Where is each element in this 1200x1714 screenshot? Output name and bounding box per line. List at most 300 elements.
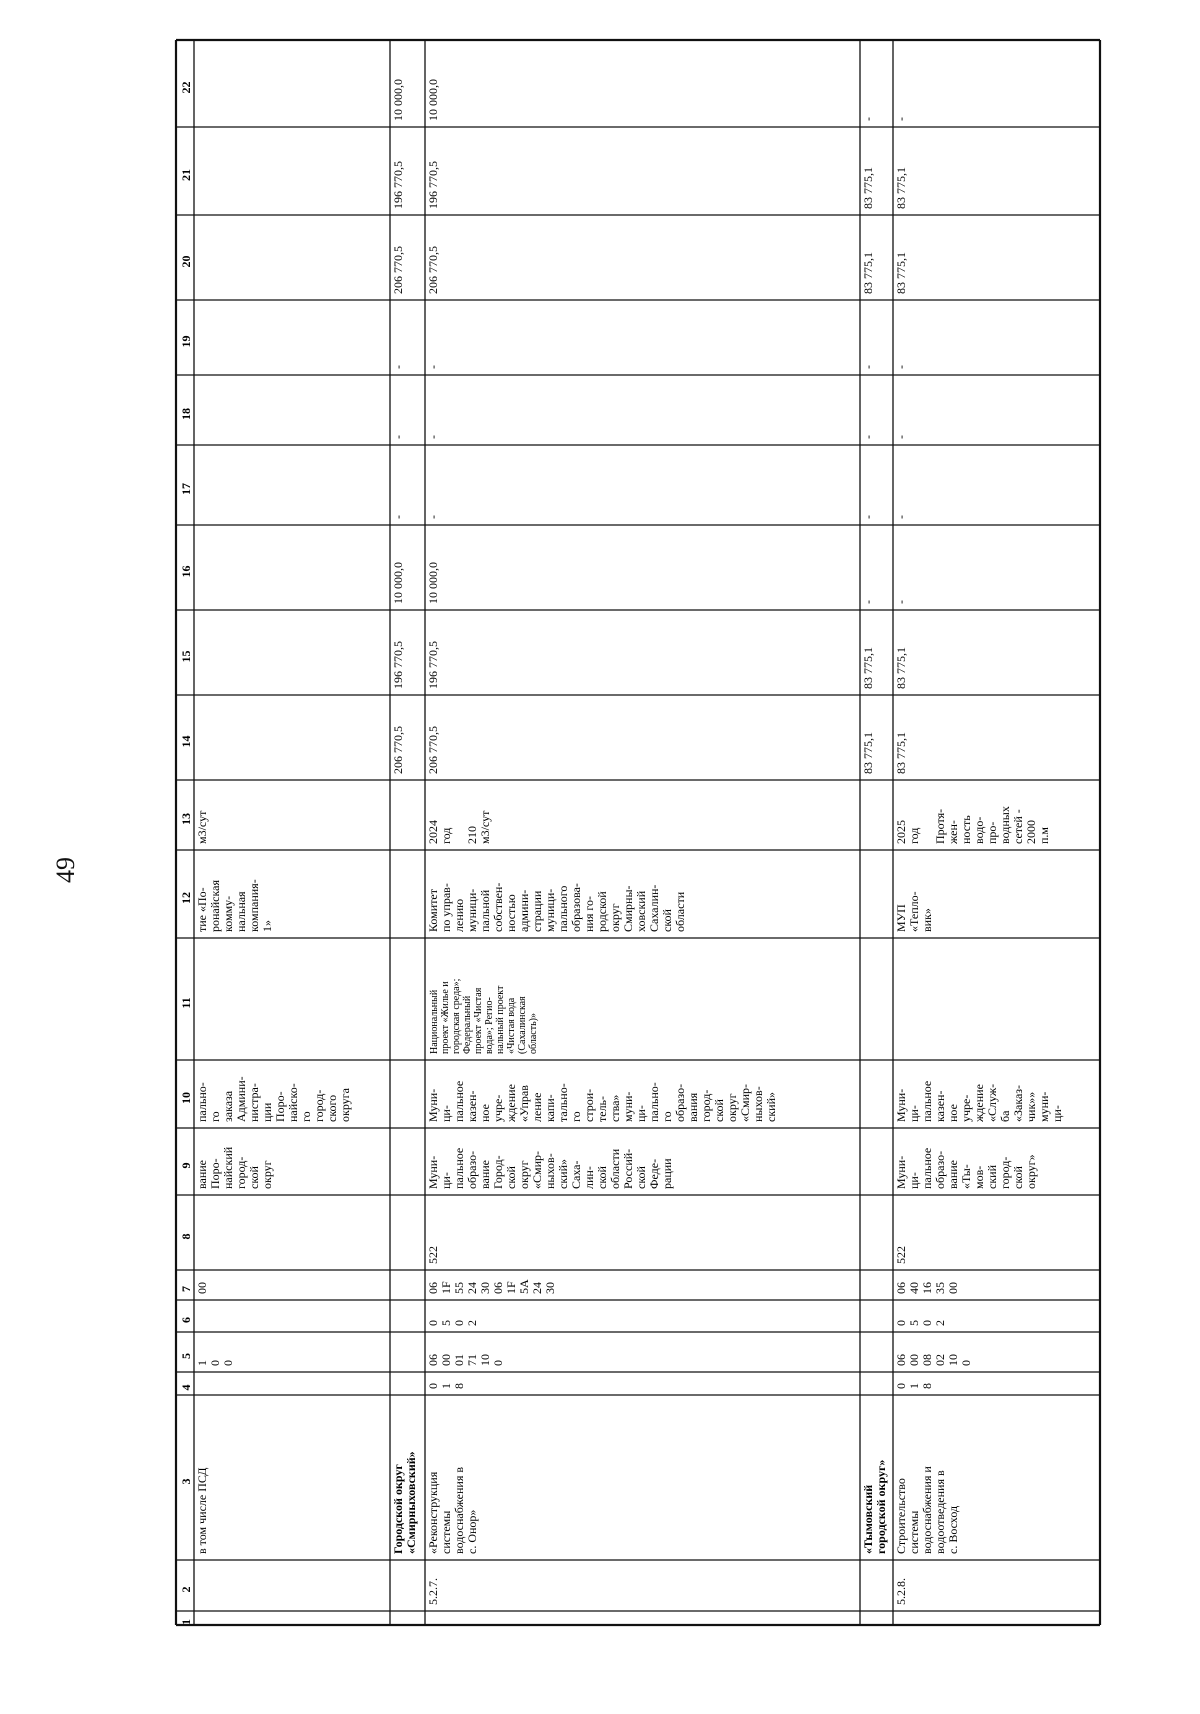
cell-5.2.7-c18 (426, 435, 440, 439)
cell-5.2.7-c12-line: админи- (517, 889, 531, 932)
cell-tymovsk-total-c18 (861, 435, 875, 439)
cell-psd-c12-line: компания- (247, 879, 261, 932)
cell-psd-c5 (195, 1360, 235, 1366)
cell-5.2.8-c9-line: пальное (920, 1147, 934, 1189)
cell-5.2.7-c12-line: собствен- (491, 882, 505, 932)
cell-psd-c10-line: пально- (195, 1082, 209, 1122)
cell-smirnykh-total-c3 (391, 1451, 418, 1554)
cell-psd-c10-line: Админи- (234, 1076, 248, 1122)
cell-tymovsk-total-c3-line: городской округ» (874, 1459, 888, 1554)
cell-5.2.8-c7-line: 16 (920, 1282, 934, 1294)
cell-5.2.7-c10-line: казен- (465, 1090, 479, 1122)
cell-5.2.7-c10 (426, 1081, 778, 1123)
cell-tymovsk-total-c19 (861, 365, 875, 369)
cell-5.2.8-c12 (894, 891, 934, 932)
cell-5.2.8-c2 (894, 1578, 908, 1605)
cell-5.2.8-c10-line: Муни- (894, 1088, 908, 1122)
cell-5.2.7-c9-line: Саха- (569, 1160, 583, 1189)
cell-5.2.7-c7-line: 1F (504, 1281, 518, 1294)
cell-5.2.7-c9-line: Город- (491, 1155, 505, 1189)
cell-5.2.7-c19 (426, 365, 440, 369)
cell-5.2.7-c17-line: - (426, 515, 440, 519)
cell-5.2.7-c10-line: ление (530, 1092, 544, 1122)
cell-5.2.7-c12-line: страции (530, 890, 544, 932)
cell-5.2.8-c6-line: 0 (894, 1320, 908, 1326)
column-header: 11 (179, 997, 193, 1009)
cell-psd-c12 (195, 879, 274, 932)
cell-psd-c10-line: ции (260, 1102, 274, 1122)
cell-psd-c3-line: в том числе ПСД (195, 1467, 209, 1554)
cell-5.2.8-c20 (894, 252, 908, 294)
cell-psd-c3 (195, 1468, 209, 1554)
cell-5.2.7-c6 (426, 1320, 479, 1326)
cell-5.2.7-c11-line: «Чистая вода (506, 997, 517, 1054)
cell-tymovsk-total-c14-line: 83 775,1 (861, 732, 875, 774)
cell-5.2.7-c17 (426, 515, 440, 519)
column-header: 21 (179, 169, 193, 181)
cell-psd-c9-line: ской (247, 1166, 261, 1189)
cell-5.2.7-c3-line: системы (439, 1510, 453, 1554)
cell-5.2.8-c5-line: 10 (946, 1354, 960, 1366)
cell-5.2.7-c5 (426, 1354, 505, 1366)
cell-5.2.7-c12-line: Комитет (426, 888, 440, 932)
cell-5.2.8-c21-line: 83 775,1 (894, 167, 908, 209)
column-header: 19 (179, 335, 193, 348)
cell-5.2.7-c9-line: ской (595, 1166, 609, 1189)
cell-5.2.7-c20 (426, 246, 440, 294)
cell-psd-c12-line: тие «По- (195, 887, 209, 932)
cell-5.2.7-c12-line: пальной (478, 889, 492, 932)
cell-5.2.7-c10-line: Муни- (426, 1088, 440, 1122)
cell-5.2.7-c4-line: 0 (426, 1383, 440, 1389)
cell-5.2.7-c12-line: ностью (504, 894, 518, 932)
cell-5.2.8-c10-line: ци- (1050, 1105, 1064, 1122)
cell-5.2.7-c7-line: 55 (452, 1282, 466, 1294)
cell-5.2.8-c16 (894, 600, 908, 604)
cell-5.2.7-c13-line: год (439, 827, 453, 844)
cell-5.2.8-c5-line: 02 (933, 1354, 947, 1366)
cell-5.2.7-c9-line: Феде- (647, 1158, 661, 1189)
cell-psd-c10 (195, 1076, 352, 1122)
cell-tymovsk-total-c16-line: - (861, 600, 875, 604)
cell-5.2.7-c10-line: ства» (608, 1094, 622, 1122)
cell-5.2.7-c2-line: 5.2.7. (426, 1578, 440, 1605)
cell-tymovsk-total-c16 (861, 600, 875, 604)
cell-5.2.8-c3 (894, 1466, 960, 1554)
cell-5.2.7-c21 (426, 161, 440, 209)
cell-5.2.7-c12-line: ской (660, 909, 674, 932)
column-header: 16 (179, 565, 193, 578)
cell-5.2.8-c12-line: вик» (920, 908, 934, 932)
cell-psd-c13-line: м3/сут (195, 810, 209, 844)
cell-psd-c10-line: ского (325, 1094, 339, 1122)
cell-5.2.7-c3-line: «Реконструкция (426, 1471, 440, 1554)
cell-5.2.7-c12-line: по управ- (439, 883, 453, 932)
column-header: 7 (179, 1286, 193, 1292)
cell-5.2.8-c13-line: водо- (972, 816, 986, 844)
cell-5.2.7-c10-line: капи- (543, 1094, 557, 1122)
column-header: 15 (179, 650, 193, 663)
cell-5.2.8-c13-line: п.м (1037, 826, 1051, 844)
cell-5.2.8-c9-line: ци- (907, 1172, 921, 1189)
cell-5.2.8-c22-line: - (894, 117, 908, 121)
cell-5.2.8-c10-line: ба (998, 1110, 1012, 1122)
cell-5.2.7-c12-line: образова- (569, 883, 583, 932)
cell-smirnykh-total-c19 (391, 365, 405, 369)
cell-tymovsk-total-c21-line: 83 775,1 (861, 167, 875, 209)
cell-tymovsk-total-c15 (861, 647, 875, 689)
cell-5.2.7-c10-line: пально- (647, 1082, 661, 1122)
cell-5.2.8-c19 (894, 365, 908, 369)
cell-5.2.7-c13-line: 2024 (426, 820, 440, 844)
cell-5.2.7-c18-line: - (426, 435, 440, 439)
cell-smirnykh-total-c20-line: 206 770,5 (391, 246, 405, 294)
cell-smirnykh-total-c14-line: 206 770,5 (391, 726, 405, 774)
cell-tymovsk-total-c3 (861, 1460, 888, 1554)
cell-5.2.8-c10-line: ци- (907, 1105, 921, 1122)
column-header: 1 (179, 1619, 193, 1625)
cell-smirnykh-total-c3-line: «Смирныховский» (404, 1451, 418, 1554)
cell-smirnykh-total-c15-line: 196 770,5 (391, 641, 405, 689)
cell-5.2.8-c13-line: год (907, 827, 921, 844)
cell-5.2.7-c9-line: вание (478, 1159, 492, 1189)
cell-5.2.7-c10-line: тально- (556, 1083, 570, 1122)
cell-5.2.7-c2 (426, 1578, 440, 1605)
cell-5.2.7-c12-line: Сахалин- (647, 884, 661, 932)
cell-5.2.8-c13-line: 2025 (894, 820, 908, 844)
cell-tymovsk-total-c3-line: «Тымовский (861, 1484, 875, 1554)
cell-5.2.8-c7-line: 00 (946, 1282, 960, 1294)
cell-psd-c10-line: нистра- (247, 1083, 261, 1122)
cell-smirnykh-total-c21 (391, 161, 405, 209)
cell-5.2.8-c9-line: вание (946, 1159, 960, 1189)
cell-5.2.7-c10-line: ский» (764, 1092, 778, 1122)
cell-5.2.8-c6-line: 0 (920, 1320, 934, 1326)
cell-5.2.8-c8-line: 522 (894, 1246, 908, 1264)
cell-5.2.7-c9-line: ский» (556, 1159, 570, 1189)
cell-5.2.7-c3-line: с. Онор» (465, 1509, 479, 1554)
cell-5.2.7-c12-line: муници- (465, 888, 479, 932)
cell-5.2.7-c11-line: городская среда»; (451, 978, 462, 1054)
cell-5.2.8-c10-line: «Служ- (985, 1083, 999, 1122)
cell-5.2.7-c11-line: проект «Чистая (473, 987, 484, 1054)
cell-smirnykh-total-c3-line: Городской округ (391, 1464, 405, 1554)
cell-tymovsk-total-c14 (861, 732, 875, 774)
column-header: 5 (179, 1353, 193, 1359)
cell-5.2.7-c11-line: область)» (528, 1013, 539, 1054)
cell-tymovsk-total-c17 (861, 515, 875, 519)
cell-5.2.7-c4-line: 8 (452, 1383, 466, 1389)
cell-5.2.7-c10-line: образо- (673, 1083, 687, 1122)
column-header: 12 (179, 892, 193, 904)
cell-psd-c10-line: Поро- (273, 1091, 287, 1122)
cell-5.2.8-c9-line: мов- (972, 1165, 986, 1189)
cell-5.2.7-c11-line: Национальный (429, 989, 440, 1054)
cell-5.2.8-c3-line: системы (907, 1510, 921, 1554)
cell-5.2.8-c10-line: чик»» (1024, 1091, 1038, 1122)
cell-smirnykh-total-c22-line: 10 000,0 (391, 79, 405, 121)
cell-5.2.7-c10-line: ци- (439, 1105, 453, 1122)
page-number: 49 (51, 857, 80, 883)
cell-5.2.7-c11-line: проект «Жилье и (440, 981, 451, 1054)
cell-smirnykh-total-c17-line: - (391, 515, 405, 519)
cell-tymovsk-total-c19-line: - (861, 365, 875, 369)
cell-smirnykh-total-c17 (391, 515, 405, 519)
cell-psd-c10-line: заказа (221, 1090, 235, 1122)
cell-5.2.8-c18 (894, 435, 908, 439)
cell-5.2.7-c9-line: области (608, 1148, 622, 1189)
cell-5.2.8-c12-line: МУП (894, 904, 908, 932)
cell-5.2.7-c10-line: строи- (582, 1088, 596, 1122)
cell-5.2.7-c16-line: 10 000,0 (426, 562, 440, 604)
column-header: 17 (179, 483, 193, 495)
cell-smirnykh-total-c19-line: - (391, 365, 405, 369)
cell-5.2.7-c14-line: 206 770,5 (426, 726, 440, 774)
cell-5.2.7-c13 (426, 810, 492, 844)
cell-5.2.7-c5-line: 10 (478, 1354, 492, 1366)
cell-5.2.8-c13-line: водных (998, 806, 1012, 844)
cell-5.2.8-c5-line: 00 (907, 1354, 921, 1366)
cell-5.2.8-c3-line: с. Восход (946, 1505, 960, 1554)
cell-5.2.8-c10 (894, 1081, 1064, 1123)
cell-5.2.8-c13-line: 2000 (1024, 820, 1038, 844)
cell-psd-c12-line: 1» (260, 920, 274, 932)
cell-5.2.7-c10-line: город- (699, 1089, 713, 1122)
cell-5.2.8-c6-line: 2 (933, 1320, 947, 1326)
column-header: 2 (179, 1586, 193, 1593)
cell-5.2.7-c13-line: 210 (465, 826, 479, 844)
cell-5.2.7-c3-line: водоснабжения в (452, 1466, 466, 1554)
cell-5.2.8-c13-line: жен- (946, 820, 960, 844)
cell-5.2.7-c22-line: 10 000,0 (426, 79, 440, 121)
cell-5.2.7-c11-line: Федеральный (462, 995, 473, 1054)
cell-tymovsk-total-c21 (861, 167, 875, 209)
cell-5.2.7-c12-line: лению (452, 898, 466, 932)
cell-5.2.8-c20-line: 83 775,1 (894, 252, 908, 294)
cell-5.2.7-c19-line: - (426, 365, 440, 369)
cell-5.2.7-c12-line: ния го- (582, 896, 596, 932)
cell-5.2.8-c22 (894, 117, 908, 121)
cell-psd-c9-line: город- (234, 1156, 248, 1189)
cell-5.2.7-c4-line: 1 (439, 1383, 453, 1389)
cell-5.2.7-c10-line: ныхов- (751, 1086, 765, 1122)
column-header: 22 (179, 81, 193, 94)
cell-5.2.7-c12-line: округ (608, 903, 622, 932)
cell-5.2.7-c11-line: (Сахалинская (517, 996, 528, 1054)
cell-5.2.8-c21 (894, 167, 908, 209)
cell-5.2.7-c12-line: родской (595, 891, 609, 932)
cell-5.2.7-c9-line: Муни- (426, 1155, 440, 1189)
cell-5.2.8-c2-line: 5.2.8. (894, 1578, 908, 1605)
cell-5.2.7-c12 (426, 883, 687, 932)
cell-5.2.7-c13-line: м3/сут (478, 810, 492, 844)
cell-psd-c10-line: го (299, 1111, 313, 1122)
column-header: 20 (179, 255, 193, 268)
cell-5.2.7-c6-line: 0 (426, 1320, 440, 1326)
cell-5.2.8-c5 (894, 1354, 973, 1366)
cell-5.2.7-c12-line: области (673, 891, 687, 932)
cell-5.2.8-c19-line: - (894, 365, 908, 369)
cell-5.2.8-c9-line: ской (1011, 1166, 1025, 1189)
cell-smirnykh-total-c16-line: 10 000,0 (391, 562, 405, 604)
cell-5.2.8-c10-line: пальное (920, 1080, 934, 1122)
cell-5.2.8-c10-line: муни- (1037, 1091, 1051, 1122)
cell-5.2.7-c7-line: 06 (426, 1282, 440, 1294)
cell-5.2.7-c10-line: «Управ (517, 1085, 531, 1122)
cell-5.2.7-c3 (426, 1467, 479, 1554)
cell-5.2.7-c16 (426, 562, 440, 604)
cell-5.2.7-c10-line: округ (725, 1093, 739, 1122)
cell-5.2.7-c9-line: «Смир- (530, 1150, 544, 1189)
column-header: 18 (179, 408, 193, 420)
cell-5.2.8-c16-line: - (894, 600, 908, 604)
cell-5.2.8-c13-line: про- (985, 821, 999, 844)
cell-smirnykh-total-c15 (391, 641, 405, 689)
cell-5.2.7-c21-line: 196 770,5 (426, 161, 440, 209)
cell-5.2.7-c9-line: лин- (582, 1166, 596, 1189)
cell-tymovsk-total-c18-line: - (861, 435, 875, 439)
cell-5.2.7-c7 (426, 1279, 557, 1294)
cell-5.2.7-c10-line: учре- (491, 1094, 505, 1122)
cell-psd-c9 (195, 1146, 274, 1189)
cell-5.2.8-c9-line: Муни- (894, 1155, 908, 1189)
cell-5.2.7-c5-line: 0 (491, 1360, 505, 1366)
cell-5.2.7-c22 (426, 79, 440, 121)
cell-5.2.8-c13-line: сетей - (1011, 809, 1025, 844)
cell-psd-c9-line: вание (195, 1159, 209, 1189)
cell-5.2.7-c7-line: 30 (543, 1282, 557, 1294)
cell-tymovsk-total-c20 (861, 252, 875, 294)
cell-smirnykh-total-c18 (391, 435, 405, 439)
cell-5.2.7-c4 (426, 1383, 466, 1389)
cell-5.2.8-c13-line: ность (959, 815, 973, 844)
cell-5.2.8-c7-line: 06 (894, 1282, 908, 1294)
cell-tymovsk-total-c22 (861, 117, 875, 121)
column-header: 4 (179, 1384, 193, 1391)
cell-5.2.7-c9-line: образо- (465, 1150, 479, 1189)
cell-5.2.7-c5-line: 01 (452, 1354, 466, 1366)
cell-5.2.8-c4 (894, 1383, 934, 1389)
column-header: 9 (179, 1162, 193, 1169)
column-header: 3 (179, 1478, 193, 1485)
cell-5.2.8-c13 (894, 806, 1051, 845)
cell-5.2.8-c5-line: 06 (894, 1354, 908, 1366)
cell-5.2.8-c4-line: 0 (894, 1383, 908, 1389)
cell-psd-c10-line: округа (338, 1088, 352, 1122)
cell-5.2.7-c7-line: 30 (478, 1282, 492, 1294)
cell-5.2.7-c5-line: 00 (439, 1354, 453, 1366)
cell-psd-c12-line: ронайская (208, 880, 222, 932)
cell-5.2.7-c10-line: «Смир- (738, 1083, 752, 1122)
cell-5.2.7-c12-line: муници- (543, 888, 557, 932)
cell-smirnykh-total-c21-line: 196 770,5 (391, 161, 405, 209)
cell-tymovsk-total-c15-line: 83 775,1 (861, 647, 875, 689)
cell-tymovsk-total-c22-line: - (861, 117, 875, 121)
cell-smirnykh-total-c14 (391, 726, 405, 774)
cell-smirnykh-total-c20 (391, 246, 405, 294)
cell-tymovsk-total-c20-line: 83 775,1 (861, 252, 875, 294)
cell-5.2.7-c10-line: пальное (452, 1080, 466, 1122)
cell-5.2.8-c13-line: Протя- (933, 808, 947, 844)
column-header: 14 (179, 735, 193, 748)
cell-5.2.7-c10-line: ской (712, 1099, 726, 1122)
cell-5.2.8-c18-line: - (894, 435, 908, 439)
cell-5.2.7-c5-line: 71 (465, 1354, 479, 1366)
cell-5.2.8-c9-line: ский (985, 1165, 999, 1189)
cell-5.2.8-c10-line: учре- (959, 1094, 973, 1122)
cell-5.2.8-c10-line: «Заказ- (1011, 1084, 1025, 1122)
cell-5.2.7-c10-line: го (660, 1111, 674, 1122)
cell-5.2.7-c12-line: ховский (634, 890, 648, 932)
cell-5.2.7-c5-line: 06 (426, 1354, 440, 1366)
cell-smirnykh-total-c16 (391, 562, 405, 604)
cell-psd-c9-line: Поро- (208, 1158, 222, 1189)
cell-5.2.7-c9-line: округ (517, 1160, 531, 1189)
cell-5.2.8-c10-line: ное (946, 1104, 960, 1122)
cell-5.2.8-c17 (894, 515, 908, 519)
cell-5.2.8-c8 (894, 1246, 908, 1264)
cell-smirnykh-total-c22 (391, 79, 405, 121)
cell-5.2.7-c10-line: ци- (634, 1105, 648, 1122)
cell-5.2.7-c9-line: ской (634, 1166, 648, 1189)
cell-5.2.7-c7-line: 1F (439, 1281, 453, 1294)
cell-5.2.8-c9-line: город- (998, 1156, 1012, 1189)
cell-psd-c7 (195, 1282, 209, 1294)
column-header: 13 (179, 813, 193, 825)
cell-psd-c9-line: округ (260, 1160, 274, 1189)
column-header: 10 (179, 1092, 193, 1104)
cell-5.2.8-c9 (894, 1148, 1038, 1189)
cell-5.2.7-c11-line: нальный проект (495, 985, 506, 1054)
cell-5.2.7-c10-line: муни- (621, 1091, 635, 1122)
cell-5.2.7-c8 (426, 1246, 440, 1264)
cell-smirnykh-total-c18-line: - (391, 435, 405, 439)
cell-5.2.8-c15-line: 83 775,1 (894, 647, 908, 689)
cell-psd-c7-line: 00 (195, 1282, 209, 1294)
cell-5.2.7-c9-line: пальное (452, 1147, 466, 1189)
cell-5.2.7-c9-line: Россий- (621, 1148, 635, 1189)
cell-psd-c5-line: 1 (195, 1360, 209, 1366)
cell-5.2.8-c14 (894, 732, 908, 774)
cell-5.2.7-c9-line: ской (504, 1166, 518, 1189)
cell-5.2.8-c3-line: водоснабжения и (920, 1466, 934, 1554)
cell-5.2.7-c7-line: 06 (491, 1282, 505, 1294)
cell-5.2.7-c10-line: ждение (504, 1084, 518, 1122)
cell-5.2.7-c7-line: 24 (530, 1282, 544, 1294)
column-header: 6 (179, 1317, 193, 1323)
cell-5.2.8-c5-line: 0 (959, 1360, 973, 1366)
cell-5.2.7-c11-line: вода»; Регио- (484, 997, 495, 1054)
cell-5.2.7-c6-line: 2 (465, 1320, 479, 1326)
cell-5.2.8-c7-line: 35 (933, 1282, 947, 1294)
cell-5.2.8-c5-line: 08 (920, 1354, 934, 1366)
cell-psd-c12-line: нальная (234, 891, 248, 932)
cell-5.2.7-c6-line: 0 (452, 1320, 466, 1326)
cell-5.2.8-c10-line: казен- (933, 1090, 947, 1122)
cell-psd-c10-line: город- (312, 1089, 326, 1122)
cell-5.2.8-c14-line: 83 775,1 (894, 732, 908, 774)
cell-tymovsk-total-c17-line: - (861, 515, 875, 519)
cell-5.2.8-c15 (894, 647, 908, 689)
cell-5.2.7-c9-line: рации (660, 1158, 674, 1189)
cell-psd-c5-line: 0 (221, 1360, 235, 1366)
cell-5.2.7-c10-line: вания (686, 1092, 700, 1122)
cell-5.2.8-c12-line: «Тепло- (907, 891, 921, 932)
cell-5.2.8-c9-line: «Ты- (959, 1164, 973, 1189)
cell-5.2.7-c12-line: Смирны- (621, 885, 635, 932)
cell-5.2.8-c6 (894, 1320, 947, 1326)
cell-5.2.7-c10-line: тель- (595, 1095, 609, 1122)
